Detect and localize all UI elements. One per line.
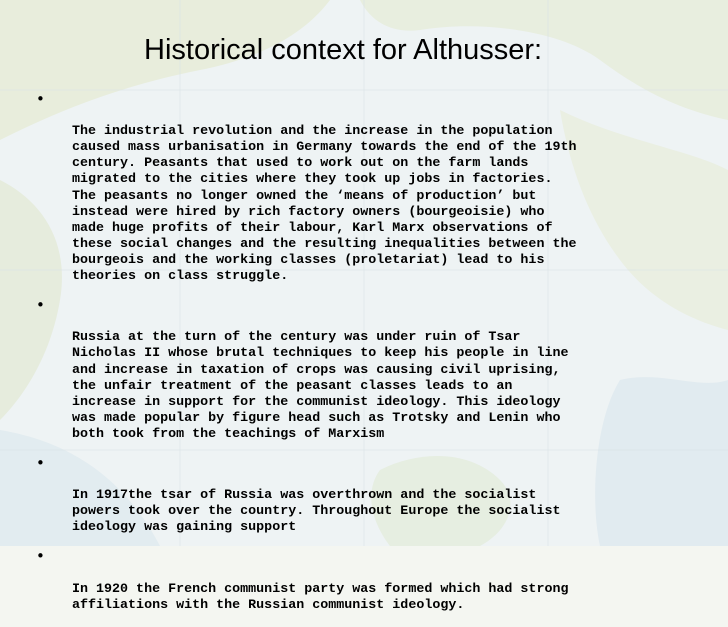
bullet-icon: • — [36, 547, 45, 566]
bullet-text: In 1917the tsar of Russia was overthrown and the socialist powers took over the country. Throughout Europe the socialist ideology was gaining support — [72, 488, 561, 536]
bullet-item-2 — [36, 298, 696, 443]
bullet-icon: • — [36, 90, 45, 108]
bullet-list — [36, 92, 696, 627]
bullet-item-4 — [36, 549, 696, 613]
bullet-text: The industrial revolution and the increase in the population caused mass urbanisation in Germany towards the end of the 19th century. Peasants that used to work out on the farm lands migrated to the cities where they took up jobs in factories. The peasants no longer owned the ‘means of production’ but instead were hired by rich factory owners (bourgeoisie) who made huge profits of their labour, Karl Marx observations of these social changes and the resulting inequalities between the bourgeois and the working classes (proletariat) lead to his theories on class struggle. — [72, 124, 577, 285]
bullet-item-1 — [36, 92, 696, 285]
bullet-text: In 1920 the French communist party was formed which had strong affiliations with the Russian communist ideology. — [72, 581, 569, 613]
bullet-text: Russia at the turn of the century was under ruin of Tsar Nicholas II whose brutal techniques to keep his people in line and increase in taxation of crops was causing civil uprising, the unfair treatment of the peasant classes leads to an increase in support for the communist ideology. This ideology was made popular by figure head such as Trotsky and Lenin who both took from the teachings of Marxism — [72, 330, 569, 442]
bullet-icon: • — [36, 453, 45, 472]
bullet-item-3 — [36, 453, 696, 536]
bullet-icon: • — [36, 296, 45, 315]
slide-title: Historical context for Althusser: — [144, 34, 543, 66]
